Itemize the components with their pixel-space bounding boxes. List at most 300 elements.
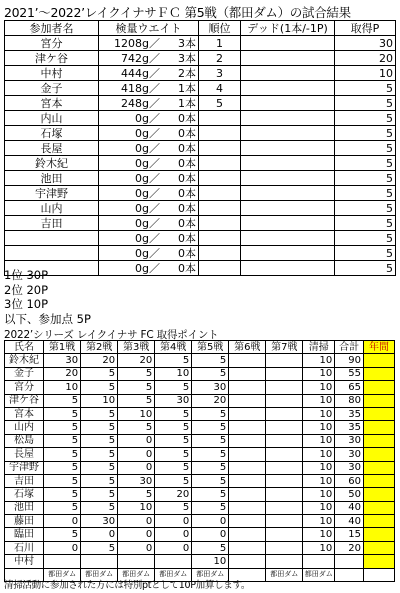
weight-grams: 0g／ (135, 216, 160, 230)
series-row (5, 421, 395, 434)
weight-grams: 418g／ (121, 81, 160, 95)
weight-cell (99, 156, 199, 171)
series-value-cell: 10 (303, 461, 335, 474)
series-value-cell: 35 (335, 407, 364, 420)
series-value-cell (155, 555, 192, 568)
dead-cell (241, 51, 335, 66)
weight-grams: 0g／ (135, 246, 160, 260)
series-value-cell: 30 (335, 434, 364, 447)
series-value-cell: 10 (303, 394, 335, 407)
result-row (5, 36, 396, 51)
series-value-cell: 10 (118, 501, 155, 514)
series-value-cell: 5 (192, 448, 229, 461)
rank-cell: 1 (199, 36, 241, 51)
series-row (5, 367, 395, 380)
series-value-cell: 5 (192, 461, 229, 474)
series-value-cell (266, 434, 303, 447)
series-row (5, 381, 395, 394)
series-row (5, 461, 395, 474)
series-value-cell: 5 (81, 461, 118, 474)
series-value-cell: 30 (335, 448, 364, 461)
weight-cell (99, 171, 199, 186)
series-value-cell (266, 394, 303, 407)
series-value-cell (229, 515, 266, 528)
page-title: 2021’～2022’レイクイナサＦＣ 第5戦（都田ダム）の試合結果 (4, 5, 351, 20)
dead-cell (241, 171, 335, 186)
venue-cell: 都田ダム (81, 568, 118, 581)
series-value-cell: 20 (192, 394, 229, 407)
fish-count: 0本 (178, 186, 196, 200)
points-cell: 5 (335, 111, 396, 126)
series-value-cell (266, 555, 303, 568)
series-header-cell: 第6戦 (229, 341, 266, 354)
series-name-cell: 宇津野 (5, 461, 44, 474)
series-value-cell (364, 394, 395, 407)
series-value-cell: 35 (335, 421, 364, 434)
series-value-cell (44, 555, 81, 568)
series-value-cell: 10 (303, 501, 335, 514)
series-value-cell (81, 555, 118, 568)
series-value-cell: 5 (192, 488, 229, 501)
series-value-cell (266, 488, 303, 501)
series-value-cell (229, 421, 266, 434)
series-value-cell (364, 555, 395, 568)
series-value-cell: 50 (335, 488, 364, 501)
series-value-cell (364, 528, 395, 541)
series-value-cell: 5 (81, 421, 118, 434)
series-value-cell: 5 (44, 407, 81, 420)
series-name-cell: 津ケ谷 (5, 394, 44, 407)
rank-cell (199, 216, 241, 231)
series-value-cell: 10 (81, 394, 118, 407)
participant-name: 山内 (5, 201, 99, 216)
header-name: 参加者名 (5, 21, 99, 36)
series-value-cell (118, 555, 155, 568)
rank-cell: 4 (199, 81, 241, 96)
weight-cell (99, 231, 199, 246)
rule-participation: 以下、参加点 5P (4, 311, 91, 326)
result-row (5, 51, 396, 66)
weight-cell (99, 216, 199, 231)
venue-cell (335, 568, 364, 581)
series-row (5, 434, 395, 447)
weight-grams: 444g／ (121, 66, 160, 80)
series-value-cell: 10 (303, 541, 335, 554)
result-row (5, 126, 396, 141)
series-value-cell: 5 (81, 541, 118, 554)
series-value-cell: 30 (192, 381, 229, 394)
series-value-cell (266, 501, 303, 514)
series-value-cell (364, 367, 395, 380)
dead-cell (241, 81, 335, 96)
series-title: 2022’シリーズ レイクイナサ FC 取得ポイント (4, 329, 219, 341)
fish-count: 3本 (178, 51, 196, 65)
header-weight: 検量ウエイト (99, 21, 199, 36)
series-value-cell: 5 (155, 501, 192, 514)
points-cell: 5 (335, 231, 396, 246)
series-value-cell: 5 (192, 474, 229, 487)
rule-third: 3位 10P (4, 297, 49, 311)
series-value-cell: 10 (155, 367, 192, 380)
series-value-cell: 5 (192, 541, 229, 554)
series-value-cell: 5 (81, 488, 118, 501)
series-value-cell (229, 501, 266, 514)
fish-count: 0本 (178, 231, 196, 245)
series-row (5, 407, 395, 420)
series-value-cell (266, 461, 303, 474)
series-value-cell: 10 (118, 407, 155, 420)
points-cell: 5 (335, 216, 396, 231)
weight-cell (99, 126, 199, 141)
series-name-cell: 宮本 (5, 407, 44, 420)
points-rules (4, 268, 91, 326)
series-value-cell (364, 488, 395, 501)
series-value-cell (229, 354, 266, 367)
series-value-cell: 5 (192, 501, 229, 514)
series-value-cell: 30 (81, 515, 118, 528)
series-value-cell: 0 (155, 515, 192, 528)
participant-name: 宮分 (5, 36, 99, 51)
participant-name: 石塚 (5, 126, 99, 141)
series-value-cell: 5 (155, 434, 192, 447)
series-value-cell: 90 (335, 354, 364, 367)
series-value-cell: 40 (335, 501, 364, 514)
rank-cell: 5 (199, 96, 241, 111)
rank-cell (199, 156, 241, 171)
fish-count: 3本 (178, 36, 196, 50)
result-row (5, 156, 396, 171)
dead-cell (241, 216, 335, 231)
series-value-cell: 0 (118, 528, 155, 541)
series-name-cell: 鈴木紀 (5, 354, 44, 367)
series-value-cell (266, 421, 303, 434)
series-value-cell: 10 (303, 515, 335, 528)
venue-cell: 都田ダム (155, 568, 192, 581)
series-value-cell: 5 (192, 407, 229, 420)
series-value-cell: 10 (303, 474, 335, 487)
series-value-cell: 5 (44, 501, 81, 514)
series-value-cell (229, 434, 266, 447)
series-value-cell: 10 (303, 528, 335, 541)
series-value-cell: 5 (155, 448, 192, 461)
series-name-cell: 中村 (5, 555, 44, 568)
series-name-cell: 松島 (5, 434, 44, 447)
weight-cell (99, 246, 199, 261)
series-value-cell (266, 515, 303, 528)
venue-cell: 都田ダム (266, 568, 303, 581)
series-value-cell: 5 (81, 407, 118, 420)
venue-cell: 都田ダム (44, 568, 81, 581)
series-name-cell: 宮分 (5, 381, 44, 394)
series-value-cell: 5 (192, 354, 229, 367)
series-value-cell: 65 (335, 381, 364, 394)
points-cell: 5 (335, 156, 396, 171)
cleanup-note: 清掃活動に参加された方には特別ptとして10P加算します。 (4, 580, 251, 591)
participant-name: 宮本 (5, 96, 99, 111)
points-cell: 30 (335, 36, 396, 51)
weight-grams: 0g／ (135, 156, 160, 170)
series-value-cell (364, 407, 395, 420)
series-name-cell: 山内 (5, 421, 44, 434)
series-value-cell: 5 (155, 461, 192, 474)
rule-first: 1位 30P (4, 268, 49, 282)
dead-cell (241, 186, 335, 201)
weight-grams: 0g／ (135, 201, 160, 215)
rank-cell (199, 186, 241, 201)
series-value-cell: 0 (118, 448, 155, 461)
series-value-cell: 0 (81, 528, 118, 541)
rank-cell (199, 261, 241, 276)
dead-cell (241, 111, 335, 126)
series-value-cell: 20 (44, 367, 81, 380)
series-value-cell (303, 555, 335, 568)
series-value-cell: 5 (118, 421, 155, 434)
series-value-cell: 5 (44, 461, 81, 474)
series-value-cell (266, 474, 303, 487)
series-value-cell: 30 (118, 474, 155, 487)
series-value-cell: 40 (335, 515, 364, 528)
series-value-cell: 5 (192, 367, 229, 380)
weight-cell (99, 201, 199, 216)
participant-name: 内山 (5, 111, 99, 126)
points-cell: 10 (335, 66, 396, 81)
result-row (5, 231, 396, 246)
series-row (5, 541, 395, 554)
series-value-cell (364, 461, 395, 474)
series-value-cell (364, 421, 395, 434)
series-value-cell (229, 474, 266, 487)
result-row (5, 186, 396, 201)
results-table (4, 20, 396, 276)
series-name-cell: 藤田 (5, 515, 44, 528)
series-row (5, 528, 395, 541)
series-value-cell (266, 448, 303, 461)
dead-cell (241, 96, 335, 111)
fish-count: 0本 (178, 261, 196, 275)
dead-cell (241, 261, 335, 276)
series-header-cell: 氏名 (5, 341, 44, 354)
series-value-cell: 60 (335, 474, 364, 487)
result-row (5, 216, 396, 231)
participant-name (5, 246, 99, 261)
header-rank: 順位 (199, 21, 241, 36)
series-value-cell: 5 (118, 394, 155, 407)
weight-grams: 0g／ (135, 111, 160, 125)
series-points-table (4, 340, 395, 582)
weight-cell (99, 66, 199, 81)
series-header-cell: 合計 (335, 341, 364, 354)
series-value-cell: 5 (192, 421, 229, 434)
series-value-cell: 55 (335, 367, 364, 380)
series-value-cell: 10 (303, 421, 335, 434)
series-value-cell: 0 (118, 434, 155, 447)
fish-count: 0本 (178, 246, 196, 260)
series-value-cell (229, 381, 266, 394)
points-cell: 5 (335, 201, 396, 216)
rule-second: 2位 20P (4, 282, 49, 297)
series-value-cell: 30 (155, 394, 192, 407)
fish-count: 2本 (178, 66, 196, 80)
header-points: 取得P (335, 21, 396, 36)
points-cell: 5 (335, 126, 396, 141)
series-name-cell: 吉田 (5, 474, 44, 487)
weight-cell (99, 261, 199, 276)
participant-name: 池田 (5, 171, 99, 186)
series-name-cell: 金子 (5, 367, 44, 380)
series-value-cell: 0 (192, 515, 229, 528)
rank-cell (199, 201, 241, 216)
result-row (5, 201, 396, 216)
series-header-cell: 第1戦 (44, 341, 81, 354)
series-value-cell (229, 488, 266, 501)
fish-count: 0本 (178, 171, 196, 185)
series-value-cell: 0 (44, 541, 81, 554)
series-value-cell (364, 448, 395, 461)
series-header-cell: 第3戦 (118, 341, 155, 354)
rank-cell: 2 (199, 51, 241, 66)
participant-name (5, 231, 99, 246)
points-cell: 5 (335, 141, 396, 156)
series-value-cell (364, 381, 395, 394)
series-header-cell: 年間 (364, 341, 395, 354)
series-value-cell: 5 (44, 474, 81, 487)
weight-cell (99, 141, 199, 156)
series-value-cell: 20 (118, 354, 155, 367)
series-value-cell (266, 354, 303, 367)
series-value-cell (229, 461, 266, 474)
venue-cell: 都田ダム (118, 568, 155, 581)
points-cell: 5 (335, 246, 396, 261)
result-row (5, 111, 396, 126)
series-value-cell: 0 (118, 515, 155, 528)
series-name-cell: 長屋 (5, 448, 44, 461)
series-value-cell: 5 (44, 528, 81, 541)
series-name-cell: 臨田 (5, 528, 44, 541)
series-row (5, 394, 395, 407)
fish-count: 0本 (178, 111, 196, 125)
series-value-cell (266, 528, 303, 541)
series-value-cell: 10 (303, 434, 335, 447)
series-value-cell: 5 (81, 474, 118, 487)
weight-grams: 0g／ (135, 231, 160, 245)
series-value-cell: 5 (81, 367, 118, 380)
result-row (5, 66, 396, 81)
series-value-cell: 0 (192, 528, 229, 541)
result-row (5, 246, 396, 261)
series-value-cell: 5 (118, 367, 155, 380)
series-header-cell: 第7戦 (266, 341, 303, 354)
series-value-cell (229, 555, 266, 568)
weight-cell (99, 51, 199, 66)
series-row (5, 488, 395, 501)
series-value-cell: 5 (44, 434, 81, 447)
series-row (5, 501, 395, 514)
weight-grams: 0g／ (135, 126, 160, 140)
participant-name: 長屋 (5, 141, 99, 156)
weight-grams: 1208g／ (114, 36, 160, 50)
series-value-cell: 10 (303, 367, 335, 380)
series-value-cell (364, 354, 395, 367)
weight-cell (99, 96, 199, 111)
fish-count: 0本 (178, 201, 196, 215)
venue-cell: 都田ダム (303, 568, 335, 581)
series-name-cell: 石塚 (5, 488, 44, 501)
series-value-cell (364, 501, 395, 514)
dead-cell (241, 156, 335, 171)
participant-name: 金子 (5, 81, 99, 96)
series-value-cell: 5 (155, 354, 192, 367)
series-header-cell: 清掃 (303, 341, 335, 354)
series-value-cell: 10 (192, 555, 229, 568)
series-value-cell (229, 541, 266, 554)
series-header-cell: 第4戦 (155, 341, 192, 354)
dead-cell (241, 36, 335, 51)
series-value-cell: 5 (155, 407, 192, 420)
weight-cell (99, 111, 199, 126)
weight-grams: 0g／ (135, 171, 160, 185)
rank-cell (199, 126, 241, 141)
series-value-cell (229, 394, 266, 407)
weight-grams: 0g／ (135, 141, 160, 155)
series-value-cell: 10 (303, 354, 335, 367)
weight-grams: 248g／ (121, 96, 160, 110)
series-value-cell: 5 (155, 474, 192, 487)
series-value-cell (266, 541, 303, 554)
series-value-cell: 20 (81, 354, 118, 367)
series-value-cell (364, 474, 395, 487)
rank-cell (199, 111, 241, 126)
weight-cell (99, 81, 199, 96)
series-row (5, 448, 395, 461)
series-value-cell: 10 (44, 381, 81, 394)
result-row (5, 171, 396, 186)
weight-grams: 0g／ (135, 186, 160, 200)
rank-cell (199, 246, 241, 261)
series-header-cell: 第2戦 (81, 341, 118, 354)
series-value-cell: 10 (303, 381, 335, 394)
participant-name: 中村 (5, 66, 99, 81)
rank-cell (199, 171, 241, 186)
points-cell: 5 (335, 186, 396, 201)
fish-count: 1本 (178, 96, 196, 110)
series-value-cell: 5 (81, 434, 118, 447)
series-value-cell: 0 (118, 461, 155, 474)
series-row (5, 474, 395, 487)
weight-cell (99, 186, 199, 201)
result-row (5, 141, 396, 156)
series-value-cell: 5 (118, 488, 155, 501)
series-value-cell (364, 515, 395, 528)
series-value-cell: 0 (155, 528, 192, 541)
points-cell: 5 (335, 261, 396, 276)
series-value-cell (266, 407, 303, 420)
series-value-cell: 5 (118, 381, 155, 394)
series-header-row (5, 341, 395, 354)
series-name-cell: 石川 (5, 541, 44, 554)
series-value-cell: 5 (81, 381, 118, 394)
rank-cell (199, 141, 241, 156)
series-row (5, 555, 395, 568)
series-value-cell (229, 448, 266, 461)
series-header-cell: 第5戦 (192, 341, 229, 354)
participant-name: 津ケ谷 (5, 51, 99, 66)
series-value-cell: 80 (335, 394, 364, 407)
points-cell: 20 (335, 51, 396, 66)
fish-count: 0本 (178, 156, 196, 170)
series-value-cell: 10 (303, 448, 335, 461)
weight-grams: 742g／ (121, 51, 160, 65)
fish-count: 0本 (178, 126, 196, 140)
